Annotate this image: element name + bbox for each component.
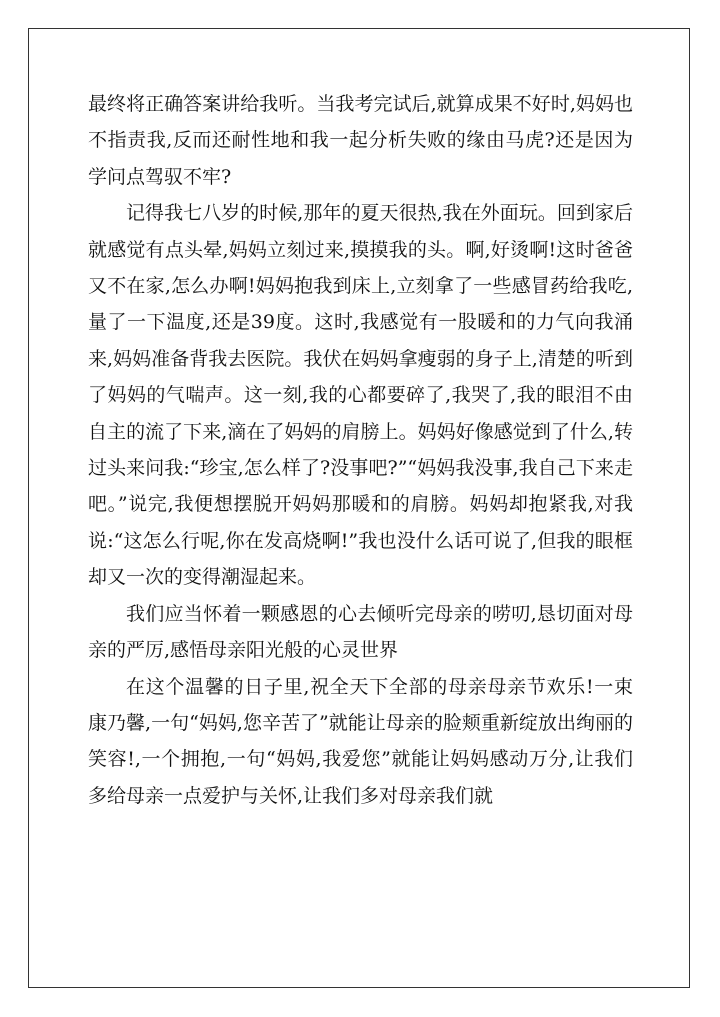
paragraph-3: 我们应当怀着一颗感恩的心去倾听完母亲的唠叨,恳切面对母亲的严厉,感悟母亲阳光般的心灵世界 xyxy=(88,602,633,662)
document-body xyxy=(88,86,633,814)
paragraph-2: 记得我七八岁的时候,那年的夏天很热,我在外面玩。回到家后就感觉有点头晕,妈妈立刻过来,摸摸我的头。啊,好烫啊!这时爸爸又不在家,怎么办啊!妈妈抱我到床上,立刻拿了一些感冒药给我吃,量了一下温度,还是39度。这时,我感觉有一股暖和的力气向我涌来,妈妈准备背我去医院。我伏在妈妈拿瘦弱的身子上,清楚的听到了妈妈的气喘声。这一刻,我的心都要碎了,我哭了,我的眼泪不由自主的流了下来,滴在了妈妈的肩膀上。妈妈好像感觉到了什么,转过头来问我:“珍宝,怎么样了?没事吧?”“妈妈我没事,我自己下来走吧。”说完,我便想摆脱开妈妈那暖和的肩膀。妈妈却抱紧我,对我说:“这怎么行呢,你在发高烧啊!”我也没什么话可说了,但我的眼框却又一次的变得潮湿起来。 xyxy=(88,202,633,589)
paragraph-4: 在这个温馨的日子里,祝全天下全部的母亲母亲节欢乐!一束康乃馨,一句“妈妈,您辛苦了”就能让母亲的脸颊重新绽放出绚丽的笑容!,一个拥抱,一句“妈妈,我爱您”就能让妈妈感动万分,让我们多给母亲一点爱护与关怀,让我们多对母亲我们就 xyxy=(88,675,633,807)
paragraph-1: 最终将正确答案讲给我听。当我考完试后,就算成果不好时,妈妈也不指责我,反而还耐性地和我一起分析失败的缘由马虎?还是因为学问点驾驭不牢? xyxy=(88,93,633,188)
